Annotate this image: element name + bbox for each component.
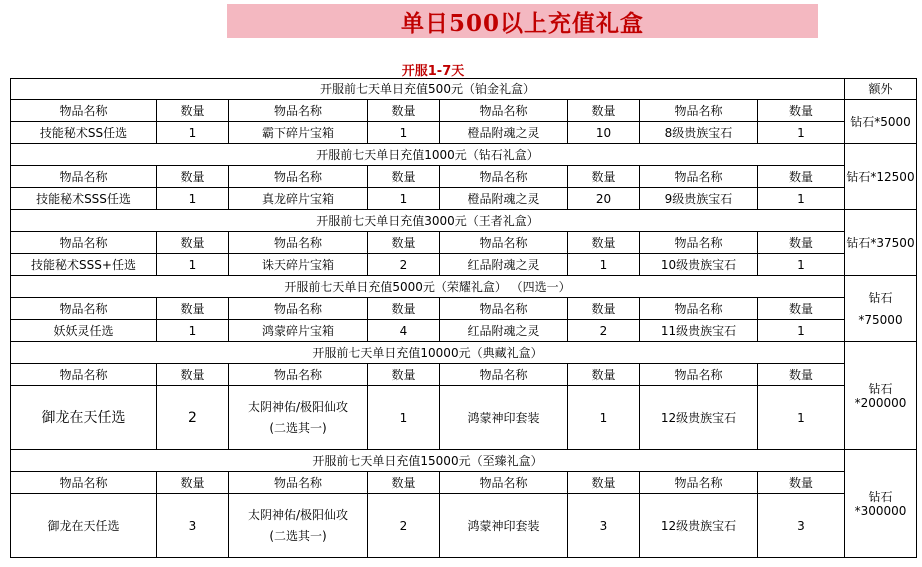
col-header-qty: 数量 <box>368 298 440 320</box>
tier-title: 开服前七天单日充值1000元（钻石礼盒） <box>11 144 845 166</box>
extra-header: 额外 <box>845 79 917 100</box>
extra-reward: 钻石*37500 <box>845 210 917 276</box>
tier-title: 开服前七天单日充值5000元（荣耀礼盒） （四选一） <box>11 276 845 298</box>
tier-title: 开服前七天单日充值10000元（典藏礼盒） <box>11 342 845 364</box>
col-header-name: 物品名称 <box>440 232 568 254</box>
item-name-line: (二选其一) <box>269 528 327 543</box>
item-row <box>11 494 917 558</box>
extra-reward-line: 钻石 <box>868 290 893 305</box>
extra-reward <box>845 276 917 342</box>
extra-reward: 钻石*5000 <box>845 100 917 144</box>
item-qty: 1 <box>157 122 229 144</box>
column-header-row <box>11 364 917 386</box>
item-qty: 20 <box>568 188 640 210</box>
item-name: 橙品附魂之灵 <box>440 122 568 144</box>
column-header-row <box>11 166 917 188</box>
extra-reward-line: *75000 <box>858 312 903 327</box>
item-qty: 1 <box>758 386 845 450</box>
item-qty: 1 <box>758 254 845 276</box>
col-header-name: 物品名称 <box>440 298 568 320</box>
col-header-qty: 数量 <box>368 100 440 122</box>
item-name: 诛天碎片宝箱 <box>229 254 368 276</box>
item-qty: 1 <box>568 386 640 450</box>
item-name-line: 太阴神佑/极阳仙攻 <box>247 399 349 414</box>
col-header-qty: 数量 <box>157 472 229 494</box>
col-header-qty: 数量 <box>568 472 640 494</box>
col-header-qty: 数量 <box>568 364 640 386</box>
item-qty: 3 <box>157 494 229 558</box>
col-header-name: 物品名称 <box>229 100 368 122</box>
tier-title: 开服前七天单日充值3000元（王者礼盒） <box>11 210 845 232</box>
col-header-qty: 数量 <box>758 472 845 494</box>
item-name: 御龙在天任选 <box>11 386 157 450</box>
item-qty: 1 <box>368 122 440 144</box>
item-name: 霸下碎片宝箱 <box>229 122 368 144</box>
column-header-row <box>11 298 917 320</box>
item-name: 真龙碎片宝箱 <box>229 188 368 210</box>
col-header-name: 物品名称 <box>640 298 758 320</box>
col-header-name: 物品名称 <box>440 364 568 386</box>
tier-title: 开服前七天单日充值500元（铂金礼盒） <box>11 79 845 100</box>
item-name: 技能秘术SSS+任选 <box>11 254 157 276</box>
item-qty: 1 <box>157 320 229 342</box>
recharge-gift-table <box>10 78 917 558</box>
item-qty: 2 <box>368 494 440 558</box>
col-header-qty: 数量 <box>368 232 440 254</box>
item-name: 11级贵族宝石 <box>640 320 758 342</box>
col-header-qty: 数量 <box>368 364 440 386</box>
item-qty: 1 <box>758 122 845 144</box>
item-name: 12级贵族宝石 <box>640 494 758 558</box>
col-header-qty: 数量 <box>157 364 229 386</box>
extra-reward: 钻石*12500 <box>845 144 917 210</box>
col-header-name: 物品名称 <box>11 298 157 320</box>
item-name-line: (二选其一) <box>269 420 327 435</box>
tier-title-row <box>11 210 917 232</box>
item-row <box>11 122 917 144</box>
item-name: 御龙在天任选 <box>11 494 157 558</box>
col-header-name: 物品名称 <box>640 232 758 254</box>
tier-title-row <box>11 450 917 472</box>
column-header-row <box>11 472 917 494</box>
col-header-qty: 数量 <box>758 166 845 188</box>
col-header-name: 物品名称 <box>11 166 157 188</box>
col-header-name: 物品名称 <box>11 232 157 254</box>
col-header-qty: 数量 <box>758 298 845 320</box>
item-qty: 1 <box>758 188 845 210</box>
item-qty: 1 <box>157 188 229 210</box>
col-header-qty: 数量 <box>368 472 440 494</box>
col-header-name: 物品名称 <box>640 166 758 188</box>
item-name: 鸿蒙神印套装 <box>440 386 568 450</box>
column-header-row <box>11 232 917 254</box>
item-row <box>11 188 917 210</box>
tier-title-row <box>11 144 917 166</box>
item-name: 橙品附魂之灵 <box>440 188 568 210</box>
item-qty: 1 <box>758 320 845 342</box>
col-header-name: 物品名称 <box>440 166 568 188</box>
col-header-qty: 数量 <box>157 232 229 254</box>
extra-reward: 钻石*200000 <box>845 342 917 450</box>
item-name: 红品附魂之灵 <box>440 254 568 276</box>
col-header-name: 物品名称 <box>229 472 368 494</box>
item-name: 10级贵族宝石 <box>640 254 758 276</box>
tier-title: 开服前七天单日充值15000元（至臻礼盒） <box>11 450 845 472</box>
period-subtitle: 开服1-7天 <box>401 64 465 79</box>
col-header-name: 物品名称 <box>640 364 758 386</box>
item-qty: 4 <box>368 320 440 342</box>
col-header-name: 物品名称 <box>11 100 157 122</box>
page-title: 单日500以上充值礼盒 <box>227 4 818 38</box>
item-qty: 10 <box>568 122 640 144</box>
col-header-name: 物品名称 <box>11 472 157 494</box>
item-qty: 1 <box>368 188 440 210</box>
col-header-qty: 数量 <box>568 166 640 188</box>
tier-title-row <box>11 79 917 100</box>
col-header-qty: 数量 <box>758 232 845 254</box>
item-name: 妖妖灵任选 <box>11 320 157 342</box>
col-header-qty: 数量 <box>157 100 229 122</box>
item-qty: 3 <box>758 494 845 558</box>
col-header-qty: 数量 <box>368 166 440 188</box>
col-header-qty: 数量 <box>157 298 229 320</box>
col-header-name: 物品名称 <box>229 166 368 188</box>
col-header-name: 物品名称 <box>229 364 368 386</box>
item-name-line: 太阴神佑/极阳仙攻 <box>247 507 349 522</box>
item-qty: 2 <box>157 386 229 450</box>
col-header-name: 物品名称 <box>640 100 758 122</box>
item-name: 鸿蒙碎片宝箱 <box>229 320 368 342</box>
col-header-name: 物品名称 <box>229 232 368 254</box>
col-header-name: 物品名称 <box>11 364 157 386</box>
item-qty: 1 <box>157 254 229 276</box>
item-qty: 1 <box>568 254 640 276</box>
col-header-qty: 数量 <box>157 166 229 188</box>
item-row <box>11 386 917 450</box>
item-name: 9级贵族宝石 <box>640 188 758 210</box>
item-qty: 2 <box>568 320 640 342</box>
item-name: 8级贵族宝石 <box>640 122 758 144</box>
col-header-qty: 数量 <box>758 364 845 386</box>
column-header-row <box>11 100 917 122</box>
item-name: 12级贵族宝石 <box>640 386 758 450</box>
tier-title-row <box>11 276 917 298</box>
col-header-name: 物品名称 <box>440 472 568 494</box>
item-name: 技能秘术SSS任选 <box>11 188 157 210</box>
item-qty: 1 <box>368 386 440 450</box>
col-header-name: 物品名称 <box>440 100 568 122</box>
col-header-qty: 数量 <box>758 100 845 122</box>
item-name: 技能秘术SS任选 <box>11 122 157 144</box>
col-header-qty: 数量 <box>568 100 640 122</box>
col-header-name: 物品名称 <box>229 298 368 320</box>
item-row <box>11 254 917 276</box>
item-name: 鸿蒙神印套装 <box>440 494 568 558</box>
item-name <box>229 386 368 450</box>
item-qty: 3 <box>568 494 640 558</box>
item-name: 红品附魂之灵 <box>440 320 568 342</box>
col-header-name: 物品名称 <box>640 472 758 494</box>
item-name <box>229 494 368 558</box>
item-qty: 2 <box>368 254 440 276</box>
col-header-qty: 数量 <box>568 232 640 254</box>
extra-reward: 钻石*300000 <box>845 450 917 558</box>
tier-title-row <box>11 342 917 364</box>
col-header-qty: 数量 <box>568 298 640 320</box>
item-row <box>11 320 917 342</box>
